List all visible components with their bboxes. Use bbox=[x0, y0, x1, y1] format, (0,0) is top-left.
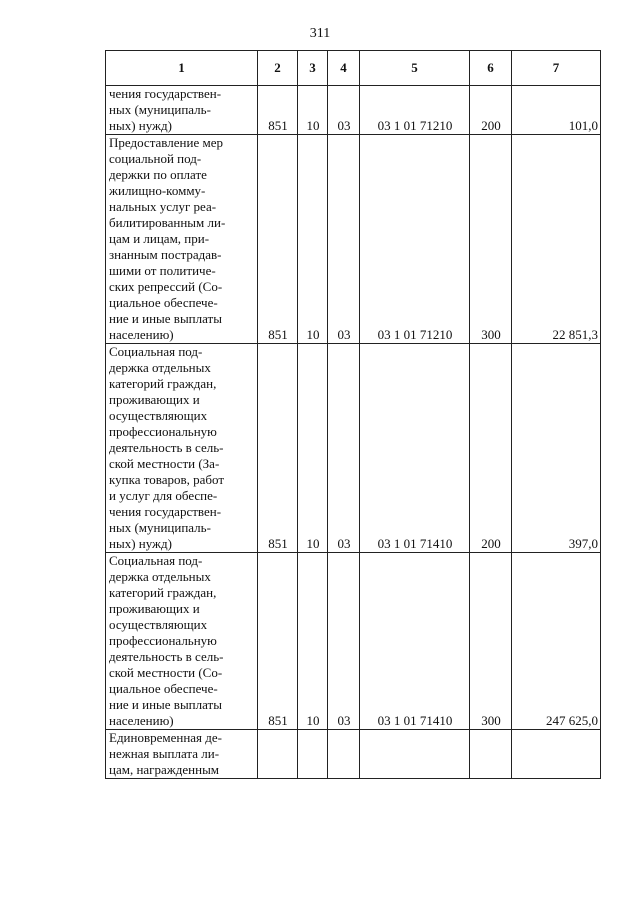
table-row bbox=[106, 553, 601, 730]
item-name-line: цам, награжденным bbox=[109, 762, 220, 777]
cell-section: 10 bbox=[298, 86, 328, 135]
item-name-line: ских репрессий (Со- bbox=[109, 279, 223, 294]
cell-subsection: 03 bbox=[328, 344, 360, 553]
column-header-2: 2 bbox=[258, 51, 298, 86]
column-header-5: 5 bbox=[360, 51, 470, 86]
item-name-line: категорий граждан, bbox=[109, 376, 217, 391]
cell-target-article: 03 1 01 71210 bbox=[360, 135, 470, 344]
cell-section: 10 bbox=[298, 553, 328, 730]
cell-target-article: 03 1 01 71410 bbox=[360, 344, 470, 553]
item-name-line: профессиональную bbox=[109, 424, 217, 439]
cell-subsection: 03 bbox=[328, 135, 360, 344]
item-name-line: проживающих и bbox=[109, 392, 200, 407]
item-name-line: осуществляющих bbox=[109, 617, 208, 632]
item-name-line: нальных услуг реа- bbox=[109, 199, 217, 214]
cell-target-article: 03 1 01 71210 bbox=[360, 86, 470, 135]
cell-expense-type bbox=[470, 730, 512, 779]
column-header-7: 7 bbox=[512, 51, 601, 86]
table-row bbox=[106, 730, 601, 779]
cell-amount bbox=[512, 730, 601, 779]
item-name-line: населению) bbox=[109, 327, 174, 342]
cell-target-article bbox=[360, 730, 470, 779]
column-header-6: 6 bbox=[470, 51, 512, 86]
cell-amount: 247 625,0 bbox=[512, 553, 601, 730]
cell-ministry-code bbox=[258, 730, 298, 779]
cell-item-name bbox=[106, 344, 258, 553]
item-name-line: чения государствен- bbox=[109, 86, 222, 101]
item-name-line: циальное обеспече- bbox=[109, 295, 218, 310]
item-name-line: профессиональную bbox=[109, 633, 217, 648]
item-name-line: нежная выплата ли- bbox=[109, 746, 220, 761]
cell-expense-type: 300 bbox=[470, 553, 512, 730]
cell-expense-type: 200 bbox=[470, 344, 512, 553]
cell-item-name bbox=[106, 553, 258, 730]
item-name-line: социальной под- bbox=[109, 151, 202, 166]
item-name-line: деятельность в сель- bbox=[109, 440, 224, 455]
cell-ministry-code: 851 bbox=[258, 86, 298, 135]
column-header-1: 1 bbox=[106, 51, 258, 86]
item-name-line: осуществляющих bbox=[109, 408, 208, 423]
item-name-line: цам и лицам, при- bbox=[109, 231, 210, 246]
item-name-line: деятельность в сель- bbox=[109, 649, 224, 664]
cell-section: 10 bbox=[298, 135, 328, 344]
item-name-line: держка отдельных bbox=[109, 360, 211, 375]
item-name-line: населению) bbox=[109, 713, 174, 728]
item-name-line: ных) нужд) bbox=[109, 118, 172, 133]
cell-expense-type: 300 bbox=[470, 135, 512, 344]
item-name-line: держки по оплате bbox=[109, 167, 207, 182]
item-name-line: жилищно-комму- bbox=[109, 183, 206, 198]
page-number: 311 bbox=[309, 26, 331, 41]
cell-amount: 397,0 bbox=[512, 344, 601, 553]
cell-subsection: 03 bbox=[328, 86, 360, 135]
table-body bbox=[106, 86, 601, 779]
cell-ministry-code: 851 bbox=[258, 344, 298, 553]
cell-subsection: 03 bbox=[328, 553, 360, 730]
column-header-3: 3 bbox=[298, 51, 328, 86]
item-name-line: билитированным ли- bbox=[109, 215, 226, 230]
item-name-line: ской местности (Со- bbox=[109, 665, 223, 680]
item-name-line: ние и иные выплаты bbox=[109, 697, 222, 712]
item-name-line: держка отдельных bbox=[109, 569, 211, 584]
cell-item-name bbox=[106, 86, 258, 135]
cell-subsection bbox=[328, 730, 360, 779]
item-name-line: ных) нужд) bbox=[109, 536, 172, 551]
cell-amount: 101,0 bbox=[512, 86, 601, 135]
item-name-line: шими от политиче- bbox=[109, 263, 216, 278]
cell-target-article: 03 1 01 71410 bbox=[360, 553, 470, 730]
cell-section bbox=[298, 730, 328, 779]
item-name-line: Социальная под- bbox=[109, 344, 203, 359]
item-name-line: и услуг для обеспе- bbox=[109, 488, 218, 503]
cell-ministry-code: 851 bbox=[258, 135, 298, 344]
table-header-row bbox=[106, 51, 601, 86]
budget-table bbox=[105, 50, 601, 779]
item-name-line: знанным пострадав- bbox=[109, 247, 222, 262]
item-name-line: купка товаров, работ bbox=[109, 472, 225, 487]
table-row bbox=[106, 86, 601, 135]
table-row bbox=[106, 344, 601, 553]
cell-ministry-code: 851 bbox=[258, 553, 298, 730]
item-name-line: категорий граждан, bbox=[109, 585, 217, 600]
item-name-line: Предоставление мер bbox=[109, 135, 223, 150]
item-name-line: ных (муниципаль- bbox=[109, 520, 211, 535]
cell-section: 10 bbox=[298, 344, 328, 553]
cell-item-name bbox=[106, 135, 258, 344]
cell-expense-type: 200 bbox=[470, 86, 512, 135]
item-name-line: чения государствен- bbox=[109, 504, 222, 519]
cell-amount: 22 851,3 bbox=[512, 135, 601, 344]
item-name-line: Социальная под- bbox=[109, 553, 203, 568]
item-name-line: ных (муниципаль- bbox=[109, 102, 211, 117]
item-name-line: ние и иные выплаты bbox=[109, 311, 222, 326]
item-name-line: ской местности (За- bbox=[109, 456, 220, 471]
item-name-line: Единовременная де- bbox=[109, 730, 223, 745]
table-row bbox=[106, 135, 601, 344]
cell-item-name bbox=[106, 730, 258, 779]
item-name-line: циальное обеспече- bbox=[109, 681, 218, 696]
item-name-line: проживающих и bbox=[109, 601, 200, 616]
column-header-4: 4 bbox=[328, 51, 360, 86]
